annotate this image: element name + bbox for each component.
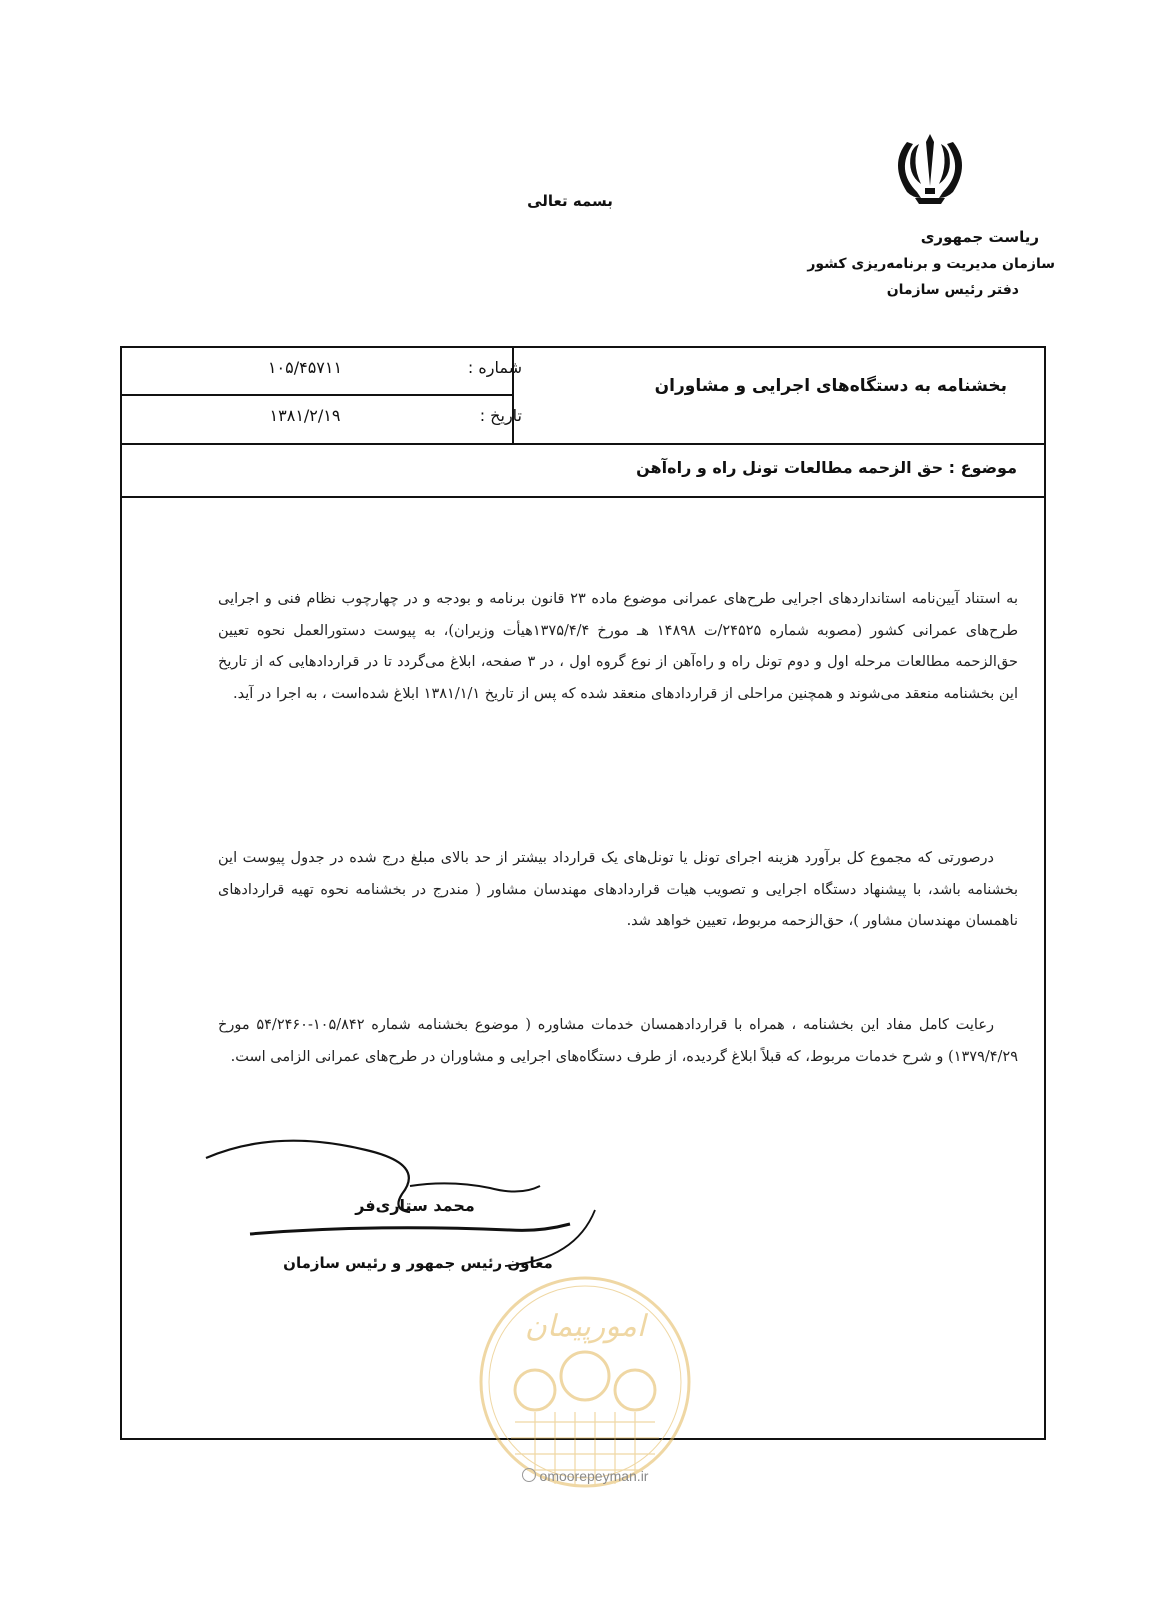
header-divider-subject <box>122 443 1044 445</box>
body-paragraph-3: رعایت کامل مفاد این بخشنامه ، همراه با قراردادهمسان خدمات مشاوره ( موضوع بخشنامه شماره ۱۰۵/۸۴۲-۵۴/۲۴۶۰ مورخ ۱۳۷۹/۴/۲۹) و شرح خدمات مربوط، که قبلاً ابلاغ گردیده، از طرف دستگاه‌های اجرایی و مشاوران در طرح‌های عمرانی الزامی است. <box>218 1017 1018 1065</box>
body-paragraph-1: به استناد آیین‌نامه استانداردهای اجرایی طرح‌های عمرانی موضوع ماده ۲۳ قانون برنامه و بودجه و در چهارچوب نظام فنی و اجرایی طرح‌های عمرانی کشور (مصوبه شماره ۲۴۵۲۵/ت ۱۴۸۹۸ هـ مورخ ۱۳۷۵/۴/۴هیأت وزیران)، به پیوست دستورالعمل نحوه تعیین حق‌الزحمه مطالعات مرحله اول و دوم تونل راه و راه‌آهن از نوع گروه اول ، در ۳ صفحه، ابلاغ می‌گردد تا در قراردادهایی که از تاریخ این بخشنامه منعقد می‌شوند و همچنین مراحلی از قراردادهای منعقد شده که پس از تاریخ ۱۳۸۱/۱/۱ ابلاغ شده‌است ، به اجرا در آید. <box>218 591 1019 702</box>
watermark-seal-logo <box>475 1272 695 1492</box>
org-title: ریاست جمهوری <box>920 228 1039 246</box>
website-text: omoorepeyman.ir <box>539 1468 649 1484</box>
bismillah-heading: بسمه تعالی <box>527 192 613 210</box>
footer-website <box>470 1468 700 1484</box>
signer-name: محمد ستاری‌فر <box>355 1196 475 1215</box>
body-paragraph-2: درصورتی که مجموع کل برآورد هزینه اجرای تونل یا تونل‌های یک قرارداد بیشتر از حد بالای مبلغ درج شده در جدول پیوست این بخشنامه باشد، با پیشنهاد دستگاه اجرایی و تصویب هیات قراردادهای مهندسان مشاور ( مندرج در بخشنامه نحوه تهیه قراردادهای ناهمسان مهندسان مشاور )، حق‌الزحمه مربوط، تعیین خواهد شد. <box>218 850 1018 929</box>
seal-text: امورپیمان <box>524 1309 646 1344</box>
org-subtitle-primary: سازمان مدیریت و برنامه‌ریزی کشور <box>807 256 1055 272</box>
date-label: تاریخ : <box>479 406 522 425</box>
date-value: ۱۳۸۱/۲/۱۹ <box>269 406 341 425</box>
header-divider-body <box>122 496 1044 498</box>
subject-line: موضوع : حق الزحمه مطالعات تونل راه و راه‌آهن <box>636 458 1017 477</box>
number-label: شماره : <box>467 358 522 377</box>
signer-title: معاون رئیس جمهور و رئیس سازمان <box>283 1254 553 1272</box>
header-divider-number <box>122 394 514 396</box>
org-subtitle-secondary: دفتر رئیس سازمان <box>886 282 1019 298</box>
number-value: ۱۰۵/۴۵۷۱۱ <box>267 358 343 377</box>
iran-emblem-icon <box>885 128 975 210</box>
circular-title: بخشنامه به دستگاه‌های اجرایی و مشاوران <box>654 376 1007 396</box>
globe-icon <box>522 1468 536 1482</box>
